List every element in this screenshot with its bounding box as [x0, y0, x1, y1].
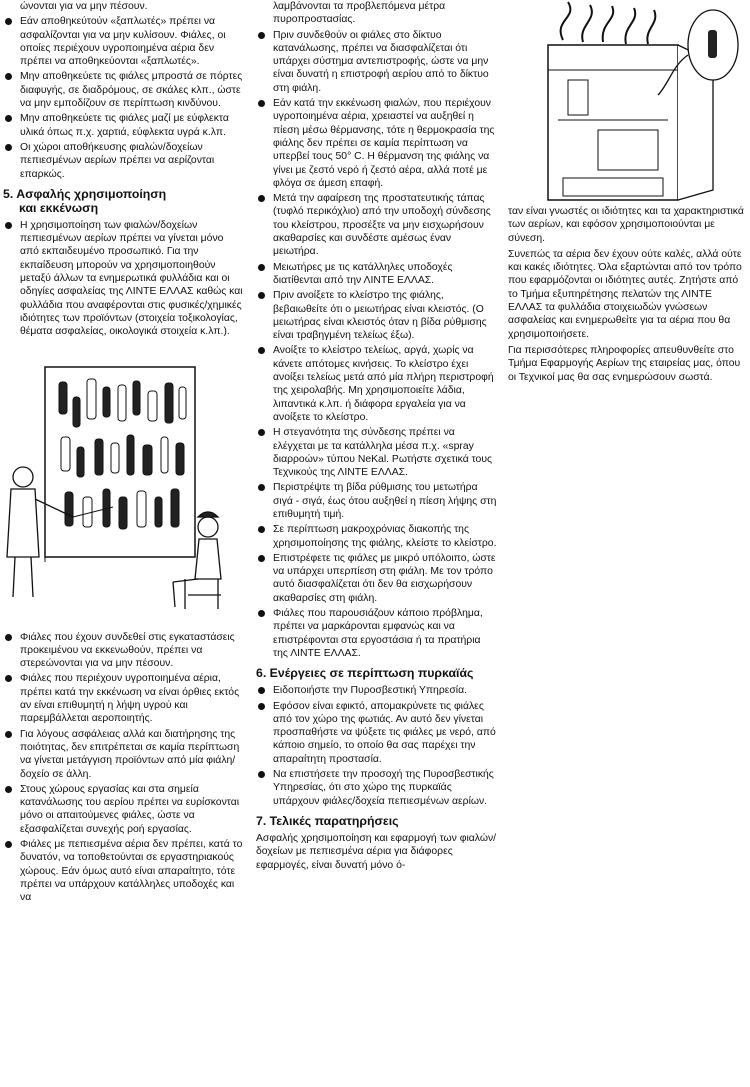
list-item: Ειδοποιήστε την Πυροσβεστική Υπηρεσία. — [256, 684, 498, 697]
list-item: Φιάλες με πεπιεσμένα αέρια δεν πρέπει, κατά το δυνατόν, να τοποθετούνται σε εργαστηριακούς χώρους. Εάν όμως αυτό είναι απαραίτητο, τότε πρέπει να υπάρχουν κατάλληλες υποδοχές και να — [3, 838, 243, 904]
paragraph-2: Συνεπώς τα αέρια δεν έχουν ούτε καλές, αλλά ούτε και κακές ιδιότητες. Όλα εξαρτώνται από τον τρόπο που εφαρμόζονται οι ιδιότητες αυτές. Ζητήστε από το Τμήμα εξυπηρέτησης πελατών της ΛΙΝΤΕ ΕΛΛΑΣ τα φυλλάδια στοιχειωδών γνώσεων ασφαλείας και ενημερωθείτε για τα αέρια που θα χρησιμοποιήσετε. — [508, 248, 742, 340]
list-item: λαμβάνονται τα προβλεπόμενα μέτρα πυροπροστασίας. — [273, 1, 446, 26]
paragraph-1: ταν είναι γνωστές οι ιδιότητες και τα χαρακτηριστικά των αερίων, και εφόσον χρησιμοποιούνται με σύνεση. — [508, 206, 744, 244]
list-item: Μην αποθηκεύετε τις φιάλες μπροστά σε πόρτες διαφυγής, σε διαδρόμους, σε σκάλες κλπ., ώστε να μην εμποδίζουν σε περίπτωση κινδύνου. — [3, 70, 243, 110]
list-item: Να επιστήσετε την προσοχή της Πυροσβεστικής Υπηρεσίας, ότι στο χώρο της πυρκαϊάς υπάρχουν φιάλες/δοχεία πεπιεσμένων αερίων. — [256, 768, 498, 808]
list-item: Μειωτήρες με τις κατάλληλες υποδοχές διατίθενται από την ΛΙΝΤΕ ΕΛΛΑΣ. — [256, 261, 498, 288]
list-usage — [3, 631, 243, 905]
section-7-heading: 7. Τελικές παρατηρήσεις — [256, 813, 399, 828]
list-item: Πριν ανοίξετε το κλείστρο της φιάλης, βεβαιωθείτε ότι ο μειωτήρας είναι κλειστός. (Ο μειωτήρας είναι κλειστός όταν η βίδα ρύθμισης είναι τραβηγμένη τελείως έξω). — [256, 289, 498, 342]
section-5-heading — [3, 187, 243, 215]
list-item: ώνονται για να μην πέσουν. — [20, 1, 148, 12]
column-right — [508, 0, 748, 387]
section-5-heading-line1: 5. Ασφαλής χρησιμοποίηση — [3, 186, 167, 201]
list-usage-steps — [256, 29, 498, 661]
list-fire — [256, 684, 498, 808]
list-item: Μετά την αφαίρεση της προστατευτικής τάπας (τυφλό περικόχλιο) από την υποδοχή σύνδεσης του κλείστρου, προσέξτε να μην εισχωρήσουν ακαθαρσίες και συνδέστε αμέσως έναν μειωτήρα. — [256, 192, 498, 258]
section-6-heading: 6. Ενέργειες σε περίπτωση πυρκαϊάς — [256, 666, 474, 681]
list-item: Οι χώροι αποθήκευσης φιαλών/δοχείων πεπιεσμένων αερίων πρέπει να αερίζονται επαρκώς. — [3, 141, 243, 181]
column-left — [3, 0, 243, 906]
list-item: Μην αποθηκεύετε τις φιάλες μαζί με εύφλεκτα υλικά όπως π.χ. χαρτιά, εύφλεκτα υγρά κ.λπ. — [3, 112, 243, 139]
list-usage-intro — [3, 219, 243, 339]
list-item: Φιάλες που περιέχουν υγροποιημένα αέρια, πρέπει κατά την εκκένωση να είναι όρθιες εκτός αν είναι επιθυμητή η λήψη υγρού και παρεμβάλλεται αεροποιητής. — [3, 672, 243, 725]
list-item: Επιστρέφετε τις φιάλες με μικρό υπόλοιπο, ώστε να υπάρχει υπερπίεση στη φιάλη. Με τον τρόπο αυτό διασφαλίζεται ότι δεν θα εισχωρήσουν ακαθαρσίες στη φιάλη. — [256, 552, 498, 605]
list-item: Η χρησιμοποίηση των φιαλών/δοχείων πεπιεσμένων αερίων πρέπει να γίνεται μόνο από εκπαιδευμένο προσωπικό. Για την εκπαίδευση μπορούν να χρησιμοποιηθούν μεταξύ άλλων τα ενημερωτικά φυλλάδια και οι οδηγίες ασφαλείας της ΛΙΝΤΕ ΕΛΛΑΣ καθώς και φυλλάδια που αναφέρονται στις φυσικές/χημικές ιδιότητες των προϊόντων (στοιχεία τοξικολογίας, θέματα ασφαλείας, οικολογικά στοιχεία κ.λπ.). — [3, 219, 243, 339]
list-item: Πριν συνδεθούν οι φιάλες στο δίκτυο κατανάλωσης, πρέπει να διασφαλίζεται ότι υπάρχει σύστημα αντεπιστροφής, ώστε να μην είναι δυνατή η επιστροφή αερίου από το δίκτυο στη φιάλη. — [256, 29, 498, 95]
list-item: Περιστρέψτε τη βίδα ρύθμισης του μετωτήρα σιγά - σιγά, έως ότου αυξηθεί η πίεση λήψης στη επιθυμητή τιμή. — [256, 481, 498, 521]
illustration-lecture — [3, 357, 243, 617]
section-5-heading-line2: και εκκένωση — [19, 200, 99, 215]
list-item: Ανοίξτε το κλείστρο τελείως, αργά, χωρίς να κάνετε απότομες κινήσεις. Το κλείστρο έχει ανοίξει τελείως μετά από μία πλήρη περιστροφή της χειρολαβής. Μη χρησιμοποιείτε λάδια, λιπαντικά κ.λπ. ή διάφορα εργαλεία για να ανοίξετε το κλείστρο. — [256, 344, 498, 424]
list-item: Η στεγανότητα της σύνδεσης πρέπει να ελέγχεται με τα κατάλληλα μέσα π.χ. «spray διαρροών» τύπου NeKal. Ρωτήστε σχετικά τους Τεχνικούς της ΛΙΝΤΕ ΕΛΛΑΣ. — [256, 426, 498, 479]
paragraph-3: Για περισσότερες πληροφορίες απευθυνθείτε στο Τμήμα Εφαρμογής Αερίων της εταιρείας μας, όπου οι Τεχνικοί μας θα σας ενημερώσουν σωστά. — [508, 344, 741, 383]
list-usage-cont — [256, 0, 498, 27]
list-item: Φιάλες που παρουσιάζουν κάποιο πρόβλημα, πρέπει να μαρκάρονται εμφανώς και να επιστρέφονται στα εργοστάσια ή τα πρατήρια της ΛΙΝΤΕ ΕΛΛΑΣ. — [256, 607, 498, 660]
list-item: Σε περίπτωση μακροχρόνιας διακοπής της χρησιμοποίησης της φιάλης, κλείστε το κλείστρο. — [256, 523, 498, 550]
list-item: Εφόσον είναι εφικτό, απομακρύνετε τις φιάλες από τον χώρο της φωτιάς. Αν αυτό δεν γίνεται προσπαθήστε να ψύξετε τις φιάλες με νερό, από κάποιο σημείο, το οποίο θα σας παρέχει την απαραίτητη προστασία. — [256, 700, 498, 766]
list-storage-cont — [3, 0, 243, 13]
list-storage — [3, 15, 243, 181]
section-7-text: Ασφαλής χρησιμοποίηση και εφαρμογή των φιαλών/δοχείων με πεπιεσμένα αέρια για διάφορες εφαρμογές, είναι δυνατή μόνο ό- — [256, 832, 497, 871]
list-item: Εάν κατά την εκκένωση φιαλών, που περιέχουν υγροποιημένα αέρια, χρειαστεί να αυξηθεί η πίεση μέσω θέρμανσης, τότε η θερμοκρασία της φιάλης δεν πρέπει σε καμία περίπτωση να υπερβεί τους 50° C. Η θέρμανση της φιάλης να γίνει με ζεστό νερό ή ζεστό αέρα, αλλά ποτέ με φλόγα σε άμεση επαφή. — [256, 97, 498, 190]
list-item: Εάν αποθηκεύτούν «ξαπλωτές» πρέπει να ασφαλίζονται για να μην κυλίσουν. Φιάλες, οι οποίες περιέχουν υγροποιημένα αέρια δεν πρέπει να αποθηκεύονται «ξαπλωτές». — [3, 15, 243, 68]
list-item: Για λόγους ασφάλειας αλλά και διατήρησης της ποιότητας, δεν επιτρέπεται σε καμία περίπτωση να γίνεται μετάγγιση προϊόντων από μία φιάλη/δοχείο σε άλλη. — [3, 728, 243, 781]
list-item: Φιάλες που έχουν συνδεθεί στις εγκαταστάσεις προκειμένου να εκκενωθούν, πρέπει να στερεώνονται για να μην πέσουν. — [3, 631, 243, 671]
illustration-fridge — [508, 0, 748, 205]
column-middle — [256, 0, 498, 875]
list-item: Στους χώρους εργασίας και στα σημεία κατανάλωσης του αερίου πρέπει να ευρίσκονται μόνο οι απαιτούμενες φιάλες, ώστε να εξασφαλίζεται συνεχής ροή εργασίας. — [3, 783, 243, 836]
